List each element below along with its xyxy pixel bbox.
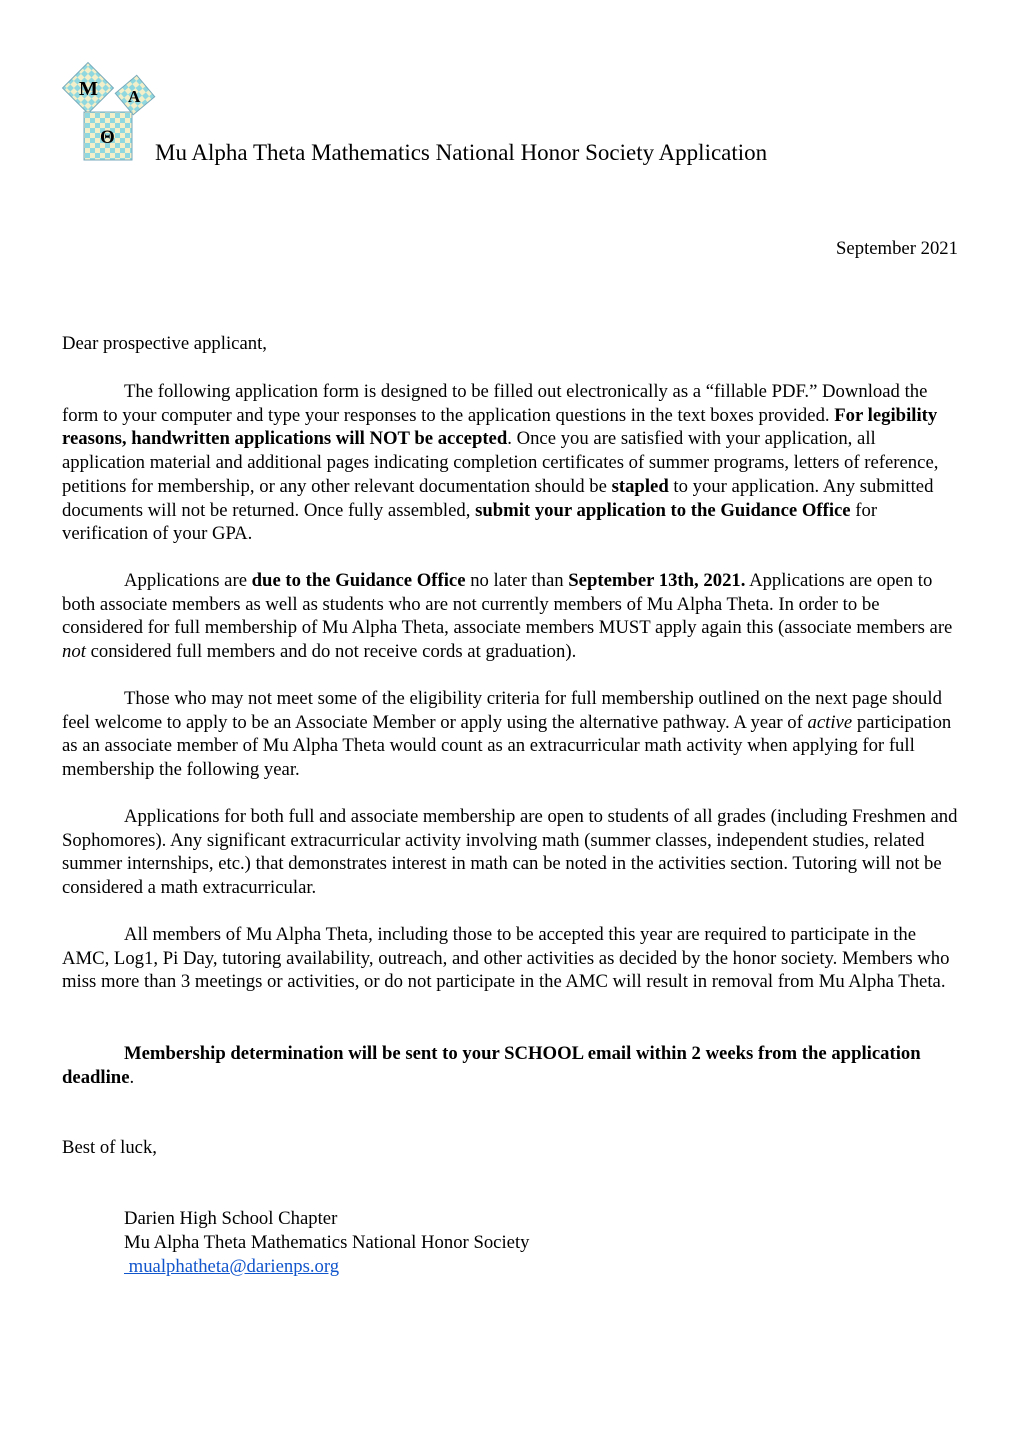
text-segment: considered full members and do not receive cords at graduation).: [85, 641, 577, 663]
svg-text:Θ: Θ: [100, 127, 115, 148]
letter-date: September 2021: [836, 238, 958, 259]
text-segment: . Once you are satisfied with your application, all application material and additional pages indicating completion certificates of summer programs, letters of reference, petitions for membership, or any other relevant documentation should be: [62, 428, 939, 497]
italic-text: not: [62, 641, 86, 663]
page-title: Mu Alpha Theta Mathematics National Honor Society Application: [155, 140, 768, 165]
text-segment: .: [129, 1066, 135, 1088]
paragraph-instructions: [62, 380, 962, 546]
paragraph-grades: [62, 805, 962, 900]
text-segment: Those who may not meet some of the eligibility criteria for full membership outlined on the next page should feel welcome to apply to be an Associate Member or apply using the alternative pathway. A year of: [62, 688, 942, 733]
italic-text: active: [807, 711, 853, 733]
bold-text: Membership determination will be sent to your SCHOOL email within 2 weeks from the application deadline: [62, 1043, 921, 1088]
mu-alpha-theta-logo: [60, 58, 160, 164]
paragraph-requirements: [62, 923, 962, 994]
text-segment: participation as an associate member of Mu Alpha Theta would count as an extracurricular math activity when applying for full membership the following year.: [62, 711, 952, 781]
text-segment: All members of Mu Alpha Theta, including those to be accepted this year are required to participate in the AMC, Log1, Pi Day, tutoring availability, outreach, and other activities as decided by the honor society. Members who miss more than 3 meetings or activities, or do not participate in the AMC will result in removal from Mu Alpha Theta.: [62, 924, 950, 993]
paragraph-eligibility: [62, 687, 962, 782]
email-link[interactable]: mualphatheta@darienps.org: [124, 1256, 340, 1277]
signature-society: Mu Alpha Theta Mathematics National Honor Society: [124, 1232, 530, 1253]
svg-text:A: A: [128, 87, 141, 106]
text-segment: Applications for both full and associate membership are open to students of all grades (including Freshmen and Sophomores). Any significant extracurricular activity involving math (summer classes, independent studies, related summer internships, etc.) that demonstrates interest in math can be noted in the activities section. Tutoring will not be considered a math extracurricular.: [62, 806, 958, 899]
bold-text: September 13th, 2021.: [568, 570, 746, 591]
paragraph-deadline: [62, 569, 962, 664]
bold-text: For legibility reasons, handwritten applications will NOT be accepted: [62, 404, 938, 450]
bold-text: submit your application to the Guidance Office: [475, 499, 851, 521]
svg-text:M: M: [79, 78, 98, 100]
text-segment: The following application form is designed to be filled out electronically as a “fillable PDF.” Download the form to your computer and type your responses to the application questions in the text boxes provided.: [62, 381, 928, 426]
paragraph-notification: [62, 1042, 962, 1089]
text-segment: Applications are: [124, 570, 252, 591]
closing: Best of luck,: [62, 1137, 157, 1158]
salutation: Dear prospective applicant,: [62, 333, 267, 354]
text-segment: for verification of your GPA.: [62, 499, 878, 545]
text-segment: to your application. Any submitted documents will not be returned. Once fully assembled,: [62, 475, 934, 521]
bold-text: stapled: [611, 475, 669, 497]
signature-chapter: Darien High School Chapter: [124, 1208, 338, 1229]
bold-text: due to the Guidance Office: [251, 570, 466, 591]
text-segment: no later than: [465, 570, 569, 591]
text-segment: Applications are open to both associate members as well as students who are not currently members of Mu Alpha Theta. In order to be considered for full membership of Mu Alpha Theta, associate members MUST apply again this (associate members are: [62, 570, 953, 639]
